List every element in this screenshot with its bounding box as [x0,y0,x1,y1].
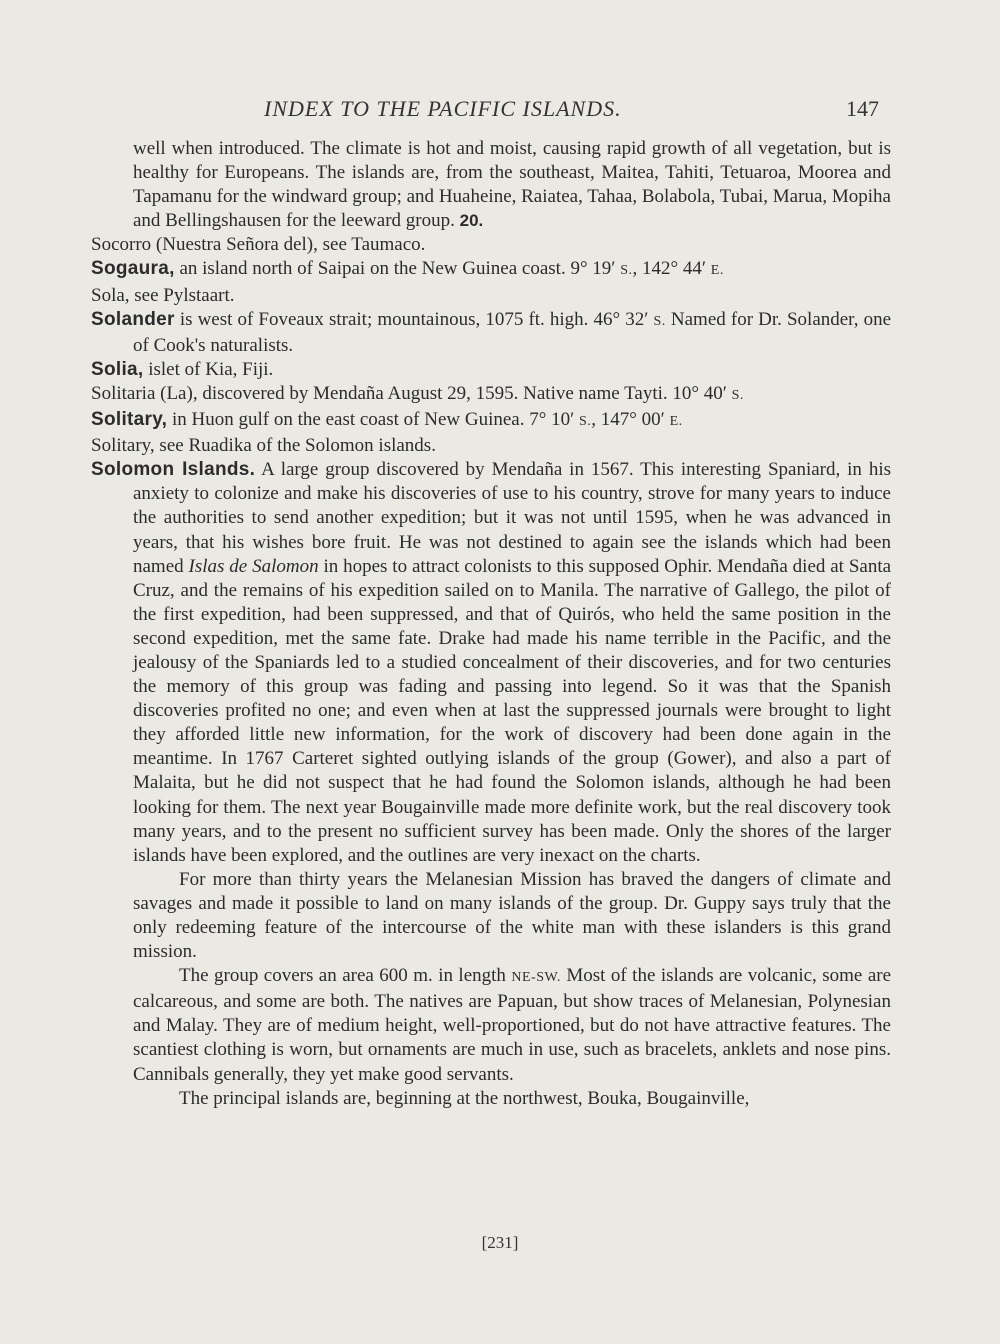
entry-solitary-see: Solitary, see Ruadika of the Solomon islands. [91,435,436,457]
longitude-hemisphere: E. [669,414,683,430]
entry-text: in Huon gulf on the east coast of New Guinea. 7° 10′ [172,409,575,431]
italic-name: Islas de Salomon [188,555,319,577]
entry-sogaura [91,257,891,283]
paragraph-principal-islands: The principal islands are, beginning at the northwest, Bouka, Bougainville, [179,1087,750,1109]
entry-solander [91,308,891,358]
entry-solia [91,358,891,382]
signature-mark: [231] [481,1233,519,1252]
entry-solitary [91,408,891,434]
page-number: 147 [846,96,879,121]
paragraph-group [91,964,891,1086]
headword-solander: Solander [91,308,175,330]
latitude-hemisphere: S. [620,263,633,279]
entry-sola: Sola, see Pylstaart. [91,284,235,306]
entry-text: A large group discovered by Mendaña in 1567. This interesting Spaniard, in his anxiety to colonize and make his discoveries of use to his country, strove for many years to induce the authorities to send another expedition; but it was not until 1595, when he was advanced in years, that his wishes bore fruit. He was not destined to again see the islands which had been named [133,459,892,577]
direction: NE-SW. [511,970,561,986]
entry-text: an island north of Saipai on the New Guinea coast. 9° 19′ [179,258,616,280]
entry-text: islet of Kia, Fiji. [148,358,274,380]
paragraph-text: The group covers an area 600 m. in length [179,965,506,987]
entry-text-continued: in hopes to attract colonists to this supposed Ophir. Mendaña died at Santa Cruz, and the remains of his expedition sailed on to Manila. The narrative of Gallego, the pilot of the first expedition, had been suppressed, and that of Quirós, who held the same position in the second expedition, met the same fate. Drake had made his name terrible in the Pacific, and the jealousy of the Spaniards led to a studied concealment of their discoveries, and for two centuries the memory of this group was fading and passing into legend. So it was that the Spanish discoveries profited no one; and even when at last the suppressed journals were brought to light they afforded little new information, for the work of discovery had been done again in the meantime. In 1767 Carteret sighted outlying islands of the group (Gower), and also a part of Malaita, but he did not suspect that he had found the Solomon islands, although he had been looking for them. The next year Bougainville made more definite work, but the real discovery took many years, and to the present no sufficient survey has been made. Only the shores of the larger islands have been explored, and the outlines are very inexact on the charts. [133,555,892,866]
headword-sogaura: Sogaura, [91,258,175,280]
entry-text-tail: Named for Dr. Solander, one of Cook's naturalists. [133,308,892,356]
headword-solia: Solia, [91,358,144,380]
latitude-hemisphere: S. [579,414,592,430]
entry-solitaria [91,382,891,408]
latitude-hemisphere: S. [731,387,744,403]
running-title: INDEX TO THE PACIFIC ISLANDS. [264,96,622,121]
paragraph-text-continued: Most of the islands are volcanic, some are calcareous, and some are both. The natives are Papuan, but show traces of Melanesian, Polynesian and Malay. They are of medium height, well-proportioned, but do not have attractive features. The scantiest clothing is worn, but ornaments are much in use, such as bracelets, anklets and nose pins. Cannibals generally, they yet make good servants. [133,965,892,1085]
headword-solomon-islands: Solomon Islands. [91,459,256,481]
reference-number: 20. [459,211,484,231]
paragraph-mission: For more than thirty years the Melanesian Mission has braved the dangers of climate and savages and made it possible to land on many islands of the group. Dr. Guppy says truly that the only redeeming feature of the intercourse of the white man with these islanders is this grand mission. [133,868,891,963]
entry-continuation [91,137,891,233]
latitude-hemisphere: S. [653,313,666,329]
entry-text: is west of Foveaux strait; mountainous, 1075 ft. high. 46° 32′ [179,308,649,330]
entry-socorro: Socorro (Nuestra Señora del), see Taumaco. [91,234,426,256]
entry-text-mid: , 142° 44′ [632,258,707,280]
longitude-hemisphere: E. [710,263,724,279]
continuation-text: well when introduced. The climate is hot and moist, causing rapid growth of all vegetation, but is healthy for Europeans. The islands are, from the southeast, Maitea, Tahiti, Tetuaroa, Moorea and Tapamanu for the windward group; and Huaheine, Raiatea, Tahaa, Bolabola, Tubai, Marua, Mopiha and Bellingshausen for the leeward group. [133,138,891,232]
entry-solomon-islands [91,458,891,868]
headword-solitary: Solitary, [91,409,168,431]
entry-text-mid: , 147° 00′ [591,409,665,431]
running-head [0,96,1000,126]
entry-text: Solitaria (La), discovered by Mendaña August 29, 1595. Native name Tayti. 10° 40′ [91,382,727,404]
page-body [91,137,891,1111]
